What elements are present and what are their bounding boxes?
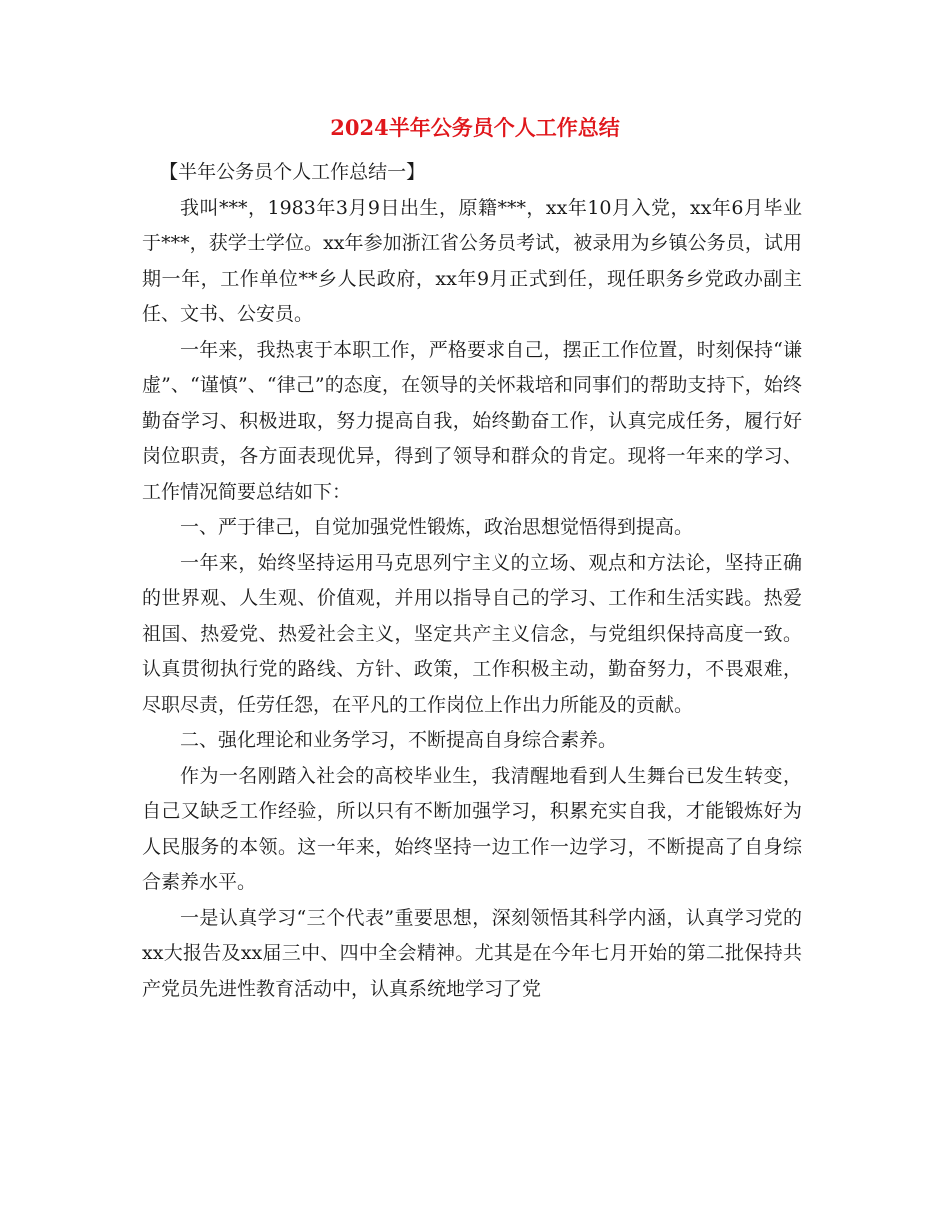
paragraph-theory: 一是认真学习“三个代表”重要思想，深刻领悟其科学内涵，认真学习党的xx大报告及xx届三中、四中全会精神。尤其是在今年七月开始的第二批保持共产党员先进性教育活动中，认真系统地学习了党 <box>142 906 802 1000</box>
heading-section-two: 二、强化理论和业务学习，不断提高自身综合素养。 <box>180 729 618 751</box>
paragraph-study: 作为一名刚踏入社会的高校毕业生，我清醒地看到人生舞台已发生转变，自己又缺乏工作经验，所以只有不断加强学习，积累充实自我，才能锻炼好为人民服务的本领。这一年来，始终坚持一边工作一边学习，不断提高了自身综合素养水平。 <box>142 764 802 893</box>
paragraph-personal-info: 我叫***，1983年3月9日出生，原籍***，xx年10月入党，xx年6月毕业于***，获学士学位。xx年参加浙江省公务员考试，被录用为乡镇公务员，试用期一年，工作单位**乡人民政府，xx年9月正式到任，现任职务乡党政办副主任、文书、公安员。 <box>142 196 802 325</box>
document-title: 2024半年公务员个人工作总结 <box>330 115 620 140</box>
paragraph-overview: 一年来，我热衷于本职工作，严格要求自己，摆正工作位置，时刻保持“谦虚”、“谨慎”、“律己”的态度，在领导的关怀栽培和同事们的帮助支持下，始终勤奋学习、积极进取，努力提高自我，始终勤奋工作，认真完成任务，履行好岗位职责，各方面表现优异，得到了领导和群众的肯定。现将一年来的学习、工作情况简要总结如下： <box>142 338 802 503</box>
document-body <box>142 155 802 1007</box>
paragraph-political: 一年来，始终坚持运用马克思列宁主义的立场、观点和方法论，坚持正确的世界观、人生观、价值观，并用以指导自己的学习、工作和生活实践。热爱祖国、热爱党、热爱社会主义，坚定共产主义信念，与党组织保持高度一致。认真贯彻执行党的路线、方针、政策，工作积极主动，勤奋努力，不畏艰难，尽职尽责，任劳任怨，在平凡的工作岗位上作出力所能及的贡献。 <box>142 551 802 716</box>
heading-section-one: 一、严于律己，自觉加强党性锻炼，政治思想觉悟得到提高。 <box>180 516 694 538</box>
section-label: 【半年公务员个人工作总结一】 <box>159 161 426 183</box>
